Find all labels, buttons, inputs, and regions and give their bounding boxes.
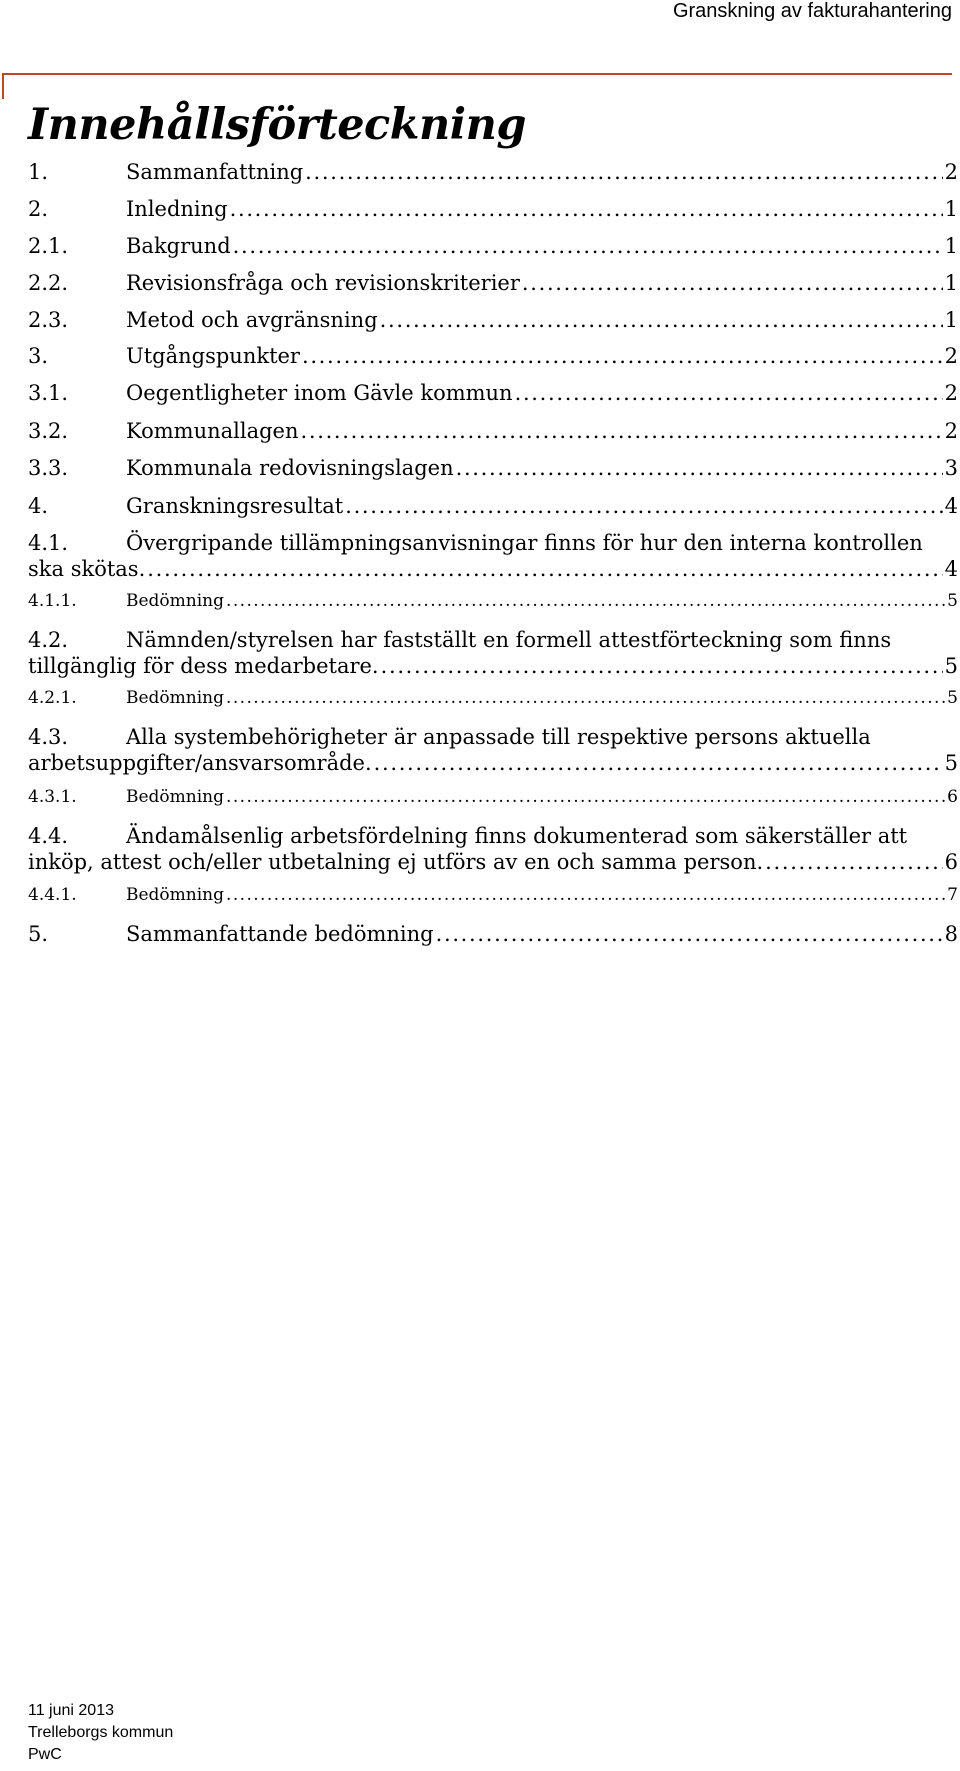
toc-entry[interactable]	[28, 591, 958, 611]
toc-entry[interactable]	[28, 308, 958, 332]
toc-entry-page: 1	[944, 271, 958, 295]
toc-entry-first-line	[28, 725, 958, 749]
toc-entry[interactable]	[28, 419, 958, 443]
toc-entry[interactable]	[28, 628, 958, 678]
footer-date: 11 juni 2013	[28, 1702, 114, 1719]
toc-entry[interactable]	[28, 922, 958, 946]
toc-entry-page: 2	[944, 419, 958, 443]
toc-entry[interactable]	[28, 787, 958, 807]
toc-dot-leader	[436, 922, 943, 946]
toc-entry-page: 8	[944, 922, 958, 946]
toc-entry-page: 1	[944, 197, 958, 221]
toc-entry-number: 4.3.1.	[28, 787, 77, 807]
toc-entry-page: 2	[944, 344, 958, 368]
toc-dot-leader	[515, 381, 943, 405]
toc-entry[interactable]	[28, 494, 958, 518]
toc-entry[interactable]	[28, 197, 958, 221]
toc-entry-number: 4.4.	[28, 824, 69, 848]
toc-entry-second-line	[28, 557, 958, 581]
running-header: Granskning av fakturahantering	[672, 0, 952, 22]
toc-entry-line	[28, 885, 958, 905]
toc-entry-page: 7	[947, 885, 958, 905]
toc-entry-line	[28, 381, 958, 405]
toc-entry-page: 4	[944, 494, 958, 518]
toc-dot-leader	[522, 271, 943, 295]
toc-dot-leader	[381, 654, 943, 678]
toc-entry-page: 5	[944, 751, 958, 775]
toc-entry-title: Bedömning	[126, 591, 225, 611]
toc-entry-page: 6	[944, 850, 958, 874]
toc-entry-title: Bakgrund	[126, 234, 231, 258]
toc-entry-number: 3.3.	[28, 456, 69, 480]
toc-entry-number: 4.1.	[28, 531, 69, 555]
toc-entry[interactable]	[28, 688, 958, 708]
toc-entry-number: 3.2.	[28, 419, 69, 443]
toc-entry-title: Bedömning	[126, 885, 225, 905]
toc-entry[interactable]	[28, 234, 958, 258]
toc-entry-title: Alla systembehörigheter är anpassade till respektive persons aktuella	[126, 725, 871, 749]
toc-entry[interactable]	[28, 344, 958, 368]
toc-entry-title-continuation: tillgänglig för dess medarbetare.	[28, 654, 379, 678]
toc-title: Innehållsförteckning	[28, 100, 526, 150]
toc-entry-page: 2	[944, 381, 958, 405]
toc-entry-first-line	[28, 531, 958, 555]
toc-entry[interactable]	[28, 381, 958, 405]
toc-dot-leader	[765, 850, 942, 874]
toc-dot-leader	[226, 688, 945, 708]
toc-entry[interactable]	[28, 725, 958, 775]
toc-entry-title: Kommunallagen	[126, 419, 299, 443]
toc-entry-line	[28, 234, 958, 258]
footer-client: Trelleborgs kommun	[28, 1724, 174, 1741]
toc-entry-title: Bedömning	[126, 787, 225, 807]
toc-entry-number: 4.2.1.	[28, 688, 77, 708]
toc-entry-page: 5	[947, 688, 958, 708]
toc-entry-title: Metod och avgränsning	[126, 308, 378, 332]
toc-entry-first-line	[28, 628, 958, 652]
toc-dot-leader	[226, 885, 945, 905]
toc-entry-number: 2.3.	[28, 308, 69, 332]
toc-entry-number: 4.	[28, 494, 49, 518]
toc-entry-number: 3.1.	[28, 381, 69, 405]
toc-entry-title-continuation: arbetsuppgifter/ansvarsområde.	[28, 751, 372, 775]
toc-entry-number: 3.	[28, 344, 49, 368]
toc-entry-line	[28, 419, 958, 443]
toc-dot-leader	[147, 557, 942, 581]
toc-entry-title: Ändamålsenlig arbetsfördelning finns dokumenterad som säkerställer att	[126, 824, 908, 848]
toc-entry-number: 2.2.	[28, 271, 69, 295]
toc-dot-leader	[374, 751, 943, 775]
toc-entry-number: 4.2.	[28, 628, 69, 652]
toc-entry-page: 2	[944, 160, 958, 184]
toc-dot-leader	[305, 160, 942, 184]
toc-entry-page: 5	[947, 591, 958, 611]
toc-entry-page: 1	[944, 308, 958, 332]
toc-entry-line	[28, 922, 958, 946]
toc-entry-line	[28, 271, 958, 295]
toc-entry-title: Kommunala redovisningslagen	[126, 456, 454, 480]
toc-entry-number: 5.	[28, 922, 49, 946]
toc-dot-leader	[226, 787, 945, 807]
toc-dot-leader	[301, 419, 943, 443]
toc-entry-line	[28, 308, 958, 332]
toc-entry-line	[28, 456, 958, 480]
toc-entry[interactable]	[28, 456, 958, 480]
toc-entry-title: Oegentligheter inom Gävle kommun	[126, 381, 513, 405]
header-rule	[2, 73, 952, 75]
toc-entry-number: 1.	[28, 160, 49, 184]
toc-entry-line	[28, 787, 958, 807]
toc-entry-page: 1	[944, 234, 958, 258]
toc-dot-leader	[380, 308, 943, 332]
toc-entry[interactable]	[28, 160, 958, 184]
toc-entry-title: Utgångspunkter	[126, 344, 300, 368]
toc-entry[interactable]	[28, 531, 958, 581]
toc-entry-second-line	[28, 751, 958, 775]
toc-entry-page: 5	[944, 654, 958, 678]
toc-entry-line	[28, 591, 958, 611]
toc-dot-leader	[226, 591, 945, 611]
toc-dot-leader	[230, 197, 943, 221]
toc-entry-page: 4	[944, 557, 958, 581]
toc-entry-title: Sammanfattning	[126, 160, 304, 184]
toc-entry-number: 2.1.	[28, 234, 69, 258]
toc-entry-title-continuation: ska skötas.	[28, 557, 146, 581]
toc-dot-leader	[302, 344, 943, 368]
toc-entry-line	[28, 494, 958, 518]
footer	[28, 1700, 173, 1766]
toc-entry-second-line	[28, 850, 958, 874]
toc-entry-line	[28, 344, 958, 368]
toc-entry-title: Sammanfattande bedömning	[126, 922, 434, 946]
toc-entry-line	[28, 197, 958, 221]
toc-entry[interactable]	[28, 271, 958, 295]
toc-dot-leader	[456, 456, 943, 480]
toc-entry[interactable]	[28, 885, 958, 905]
toc-entry-first-line	[28, 824, 958, 848]
toc-entry-title: Revisionsfråga och revisionskriterier	[126, 271, 520, 295]
toc-entry-title: Inledning	[126, 197, 228, 221]
toc-entry-number: 4.4.1.	[28, 885, 77, 905]
toc-entry-title-continuation: inköp, attest och/eller utbetalning ej utförs av en och samma person.	[28, 850, 764, 874]
toc-entry-title: Bedömning	[126, 688, 225, 708]
footer-firm: PwC	[28, 1746, 62, 1763]
toc-entry-page: 6	[947, 787, 958, 807]
toc-entry[interactable]	[28, 824, 958, 874]
toc-entry-line	[28, 688, 958, 708]
toc-entry-line	[28, 160, 958, 184]
toc-entry-number: 4.1.1.	[28, 591, 77, 611]
toc-dot-leader	[233, 234, 943, 258]
toc-entry-page: 3	[944, 456, 958, 480]
toc-entry-title: Granskningsresultat	[126, 494, 344, 518]
toc-entry-title: Nämnden/styrelsen har fastställt en formell attestförteckning som finns	[126, 628, 892, 652]
toc-entry-number: 4.3.	[28, 725, 69, 749]
toc-dot-leader	[345, 494, 942, 518]
toc-entry-title: Övergripande tillämpningsanvisningar finns för hur den interna kontrollen	[126, 531, 923, 555]
toc-entry-number: 2.	[28, 197, 49, 221]
header-rule-tick	[2, 73, 4, 99]
toc-entry-second-line	[28, 654, 958, 678]
